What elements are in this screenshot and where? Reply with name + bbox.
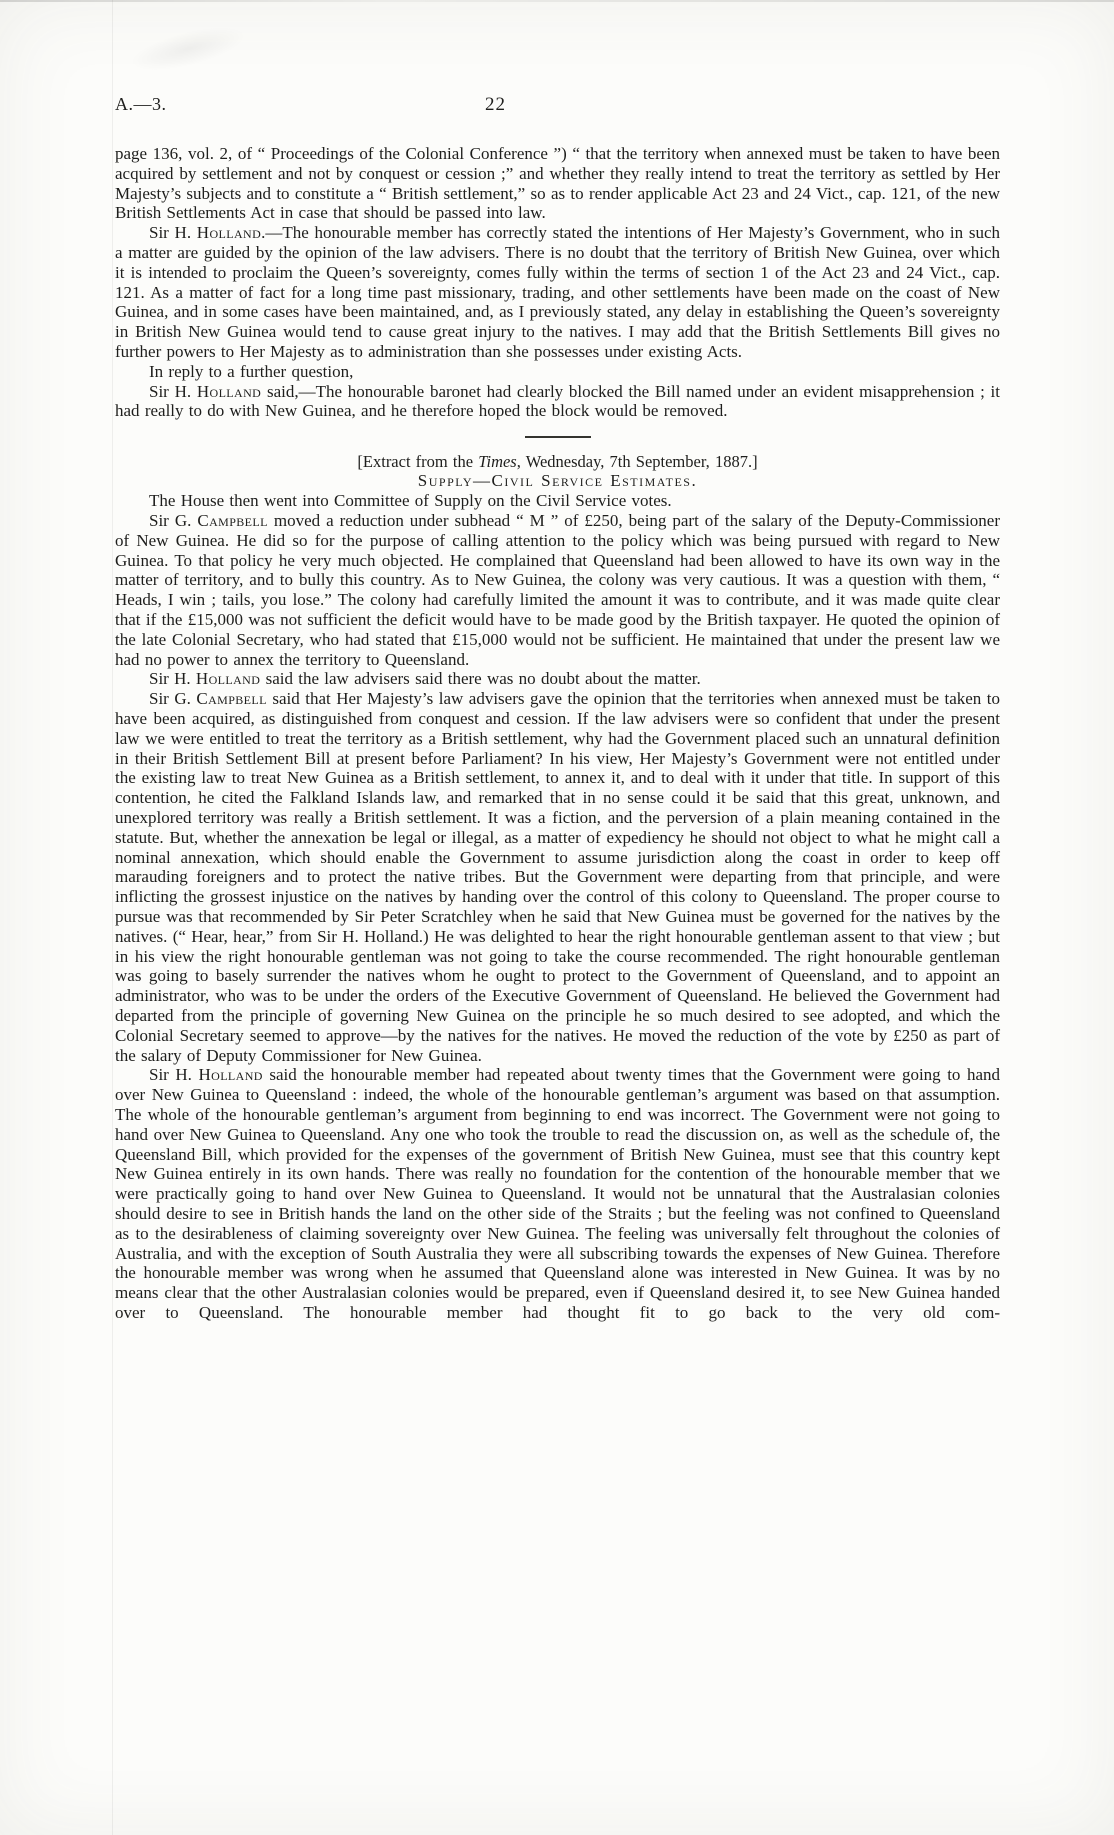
text-segment: said,—The honourable baronet had clearly blocked the Bill named under an evident misapprehension ; it had really to do with New Guinea, and he therefore hoped the block would be removed.: [115, 381, 1001, 421]
opening-continuation-paragraph: [115, 144, 1000, 223]
scan-margin-line-artifact: [112, 0, 113, 1835]
page-header: [115, 94, 1000, 118]
text-segment: In reply to a further question,: [149, 361, 354, 381]
smallcaps-text-segment: Holland: [195, 669, 261, 689]
text-segment: page 136, vol. 2, of “ Proceedings of the Colonial Conference ”) “ that the territory when annexed must be taken to have been acquired by settlement and not by conquest or cession ;” and whether they really intend to treat the territory as settled by Her Majesty’s subjects and to constitute a “ British settlement,” so as to render applicable Act 23 and 24 Vict., cap. 121, of the new British Settlements Act in case that should be passed into law.: [115, 144, 1000, 223]
section-heading: [115, 471, 1000, 491]
text-segment: Sir H.: [149, 223, 197, 243]
text-segment: Sir H.: [149, 1065, 199, 1085]
text-segment: , Wednesday, 7th September, 1887.]: [516, 451, 758, 471]
campbell-speech-paragraph: [115, 689, 1000, 1065]
campbell-motion-paragraph: [115, 511, 1000, 669]
smallcaps-text-segment: Holland: [198, 1065, 263, 1085]
document-body: [115, 144, 1000, 1323]
document-reference: A.—3.: [115, 94, 167, 114]
scan-smudge-artifact: [126, 18, 251, 80]
text-segment: moved a reduction under subhead “ M ” of £250, being part of the salary of the Deputy-Commissioner of New Guinea. He did so for the purpose of calling attention to the policy which was being pursued with regard to New Guinea. To that policy he very much objected. He complained that Queensland had been allowed to have its own way in the matter of territory, and to bully this country. As to New Guinea, the colony was very cautious. It was a question with them, “ Heads, I win ; tails, you lose.” The colony had carefully limited the amount it was to contribute, and it was made quite clear that if the £15,000 was not sufficient the deficit would have to be made good by the British taxpayer. He quoted the opinion of the late Colonial Secretary, who had stated that £15,000 would not be sufficient. He maintained that under the present law we had no power to annex the territory to Queensland.: [115, 511, 1001, 669]
text-segment: Sir H.: [149, 669, 196, 689]
text-segment: said the law advisers said there was no doubt about the matter.: [260, 669, 701, 689]
text-segment: said the honourable member had repeated about twenty times that the Government were going to hand over New Guinea to Queensland : indeed, the whole of the honourable gentleman’s argument was based on that assumption. The whole of the honourable gentleman’s argument from beginning to end was incorrect. The Government were not going to hand over New Guinea to Queensland. Any one who took the trouble to read the discussion on, as well as the schedule of, the Queensland Bill, which provided for the expenses of the government of British New Guinea, must see that this country kept New Guinea entirely in its own hands. There was really no foundation for the contention of the honourable member that we were practically going to hand over New Guinea to Queensland. It would not be unnatural that the Australasian colonies should desire to see in British hands the land on the other side of the Straits ; but the feeling was not confined to Queensland as to the desirableness of claiming sovereignty over New Guinea. The feeling was universally felt throughout the colonies of Australia, and with the exception of South Australia they were all subscribing towards the expenses of New Guinea. Therefore the honourable member was wrong when he assumed that Queensland alone was interested in New Guinea. It was by no means clear that the other Australasian colonies would be prepared, even if Queensland desired it, to see New Guinea handed over to Queensland. The honourable member had thought fit to go back to the very old com-: [115, 1065, 1001, 1322]
page-number: 22: [485, 94, 506, 115]
holland-first-reply-paragraph: [115, 223, 1000, 362]
text-segment: The House then went into Committee of Supply on the Civil Service votes.: [149, 491, 672, 511]
holland-law-advisers-paragraph: [115, 669, 1000, 689]
holland-second-reply-paragraph: [115, 382, 1000, 422]
smallcaps-text-segment: Holland: [196, 223, 262, 243]
text-segment: .—The honourable member has correctly stated the intentions of Her Majesty’s Government, who in such a matter are guided by the opinion of the law advisers. There is no doubt that the territory of British New Guinea, over which it is intended to proclaim the Queen’s sovereignty, comes fully within the terms of section 1 of the Act 23 and 24 Vict., cap. 121. As a matter of fact for a long time past missionary, trading, and other settlements have been made on the coast of New Guinea, and in some cases have been maintained, and, as I previously stated, any delay in establishing the Queen’s sovereignty in British New Guinea would tend to cause great injury to the natives. I may add that the British Settlements Bill gives no further powers to Her Majesty as to administration than she possesses under existing Acts.: [115, 223, 1000, 361]
holland-closing-speech-paragraph: [115, 1065, 1000, 1322]
section-divider: [525, 436, 591, 438]
text-segment: said that Her Majesty’s law advisers gave the opinion that the territories when annexed must be taken to have been acquired, as distinguished from conquest and cession. If the law advisers were so confident that under the present law we were entitled to treat the territory as a British settlement, why had the Government placed such an unnatural definition in their British Settlement Bill at present before Parliament? In his view, Her Majesty’s Government were not entitled under the existing law to treat New Guinea as a British settlement, to annex it, and to deal with it under that title. In support of this contention, he cited the Falkland Islands law, and remarked that in no sense could it be said that this great, unknown, and unexplored territory was really a British settlement. It was a fiction, and the perversion of a plain meaning contained in the statute. But, whether the annexation be legal or illegal, as a matter of expediency he should not object to what he might call a nominal annexation, which should enable the Government to assume jurisdiction along the coast in order to keep off marauding foreigners and to protect the native tribes. But the Government were departing from that principle, and were inflicting the grossest injustice on the natives by handing over the control of this colony to Queensland. The proper course to pursue was that recommended by Sir Peter Scratchley when he said that New Guinea must be governed for the natives by the natives. (“ Hear, hear,” from Sir H. Holland.) He was delighted to hear the right honourable gentleman assent to that view ; but in his view the right honourable gentleman was not going to take the course recommended. The right honourable gentleman was going to basely surrender the natives whom he ought to protect to the Government of Queensland, and to appoint an administrator, who was to be under the orders of the Executive Government of Queensland. He believed the Government had departed from the principle of governing New Guinea on the principle he so much desired to see adopted, and which the Colonial Secretary seemed to approve—by the natives for the natives. He moved the reduction of the vote by £250 as part of the salary of Deputy Commissioner for New Guinea.: [115, 689, 1000, 1065]
smallcaps-text-segment: Campbell: [197, 511, 268, 531]
committee-of-supply-paragraph: [115, 491, 1000, 511]
text-segment: Sir G.: [149, 689, 197, 709]
text-segment: Supply—Civil Service Estimates.: [417, 471, 698, 491]
scan-top-edge-artifact: [0, 0, 1114, 2]
text-segment: [Extract from the: [357, 451, 479, 471]
smallcaps-text-segment: Campbell: [196, 689, 267, 709]
text-segment: Sir G.: [149, 511, 198, 531]
extract-source-line: [115, 452, 1000, 472]
italic-text-segment: Times: [478, 451, 517, 471]
text-segment: Sir H.: [149, 381, 197, 401]
smallcaps-text-segment: Holland: [196, 381, 262, 401]
further-question-line: [115, 362, 1000, 382]
